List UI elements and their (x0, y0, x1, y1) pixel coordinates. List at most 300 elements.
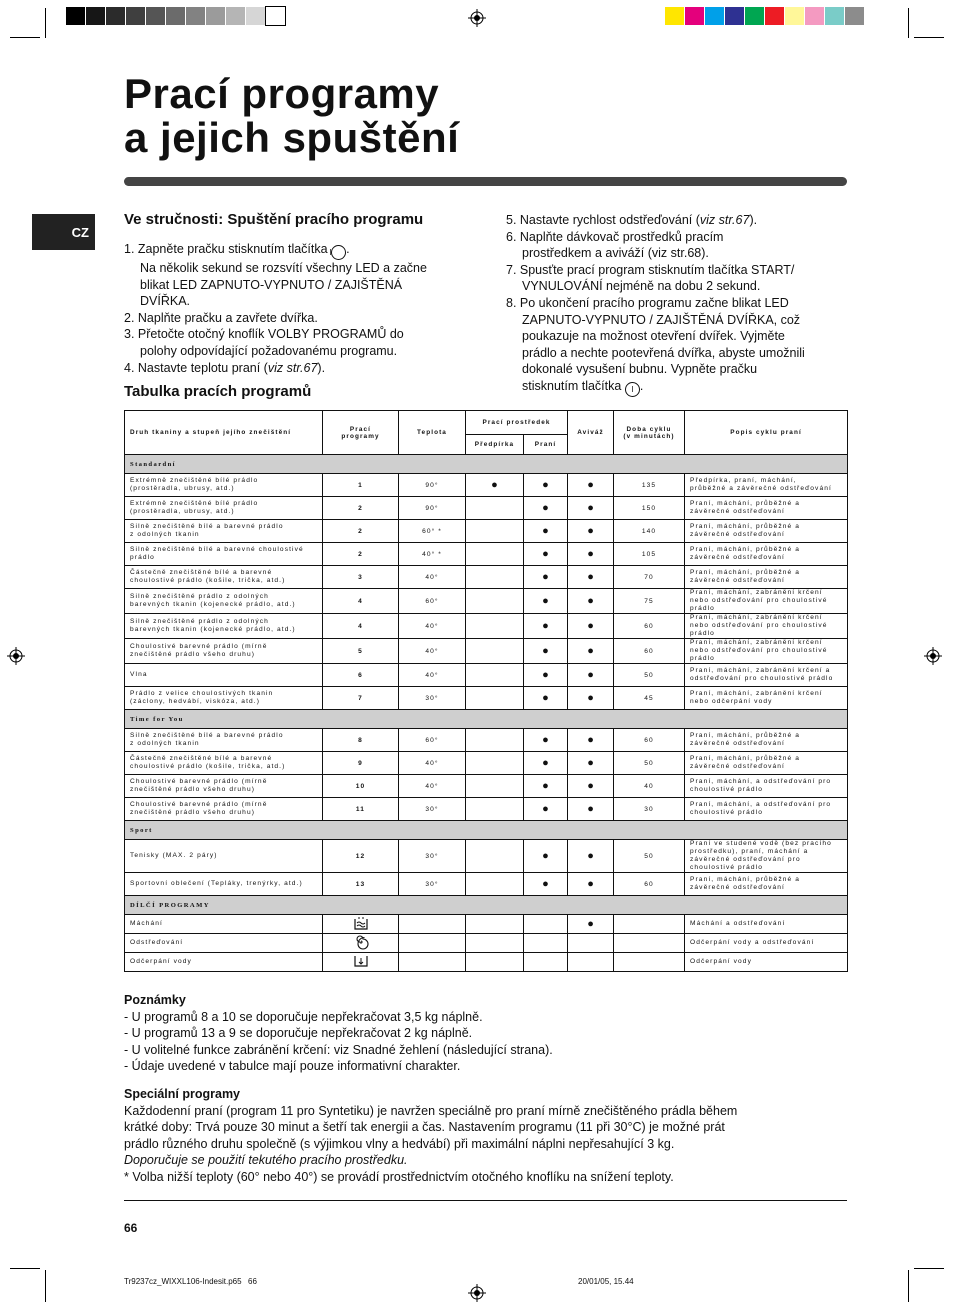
section-row (125, 455, 848, 474)
description-cell: Praní, máchání, a odstřeďování pro choulostivé prádlo (685, 775, 848, 798)
wash-cell (524, 873, 568, 896)
duration-cell: 50 (614, 840, 685, 873)
temperature-cell (399, 915, 466, 934)
program-row (125, 664, 848, 687)
softener-cell (568, 543, 614, 566)
header-duration: Doba cyklu (v minutách) (614, 411, 685, 455)
duration-cell: 60 (614, 614, 685, 639)
color-swatch (845, 7, 864, 25)
description-cell: Máchání a odstřeďování (685, 915, 848, 934)
fabric-cell: Extrémně znečištěné bílé prádlo (prostěradla, ubrusy, atd.) (125, 474, 323, 497)
description-cell: Předpírka, praní, máchání, průběžné a závěrečné odstřeďování (685, 474, 848, 497)
bullet-dot: ● (542, 645, 549, 657)
program-row (125, 915, 848, 934)
bullet-dot: ● (542, 780, 549, 792)
bullet-dot: ● (587, 548, 594, 560)
description-cell: Odčerpání vody (685, 953, 848, 972)
header-softener: Aviváž (568, 411, 614, 455)
steps-right-column (506, 212, 848, 397)
prewash-cell (466, 497, 524, 520)
prewash-cell (466, 873, 524, 896)
power-button-icon: I (625, 382, 640, 397)
bullet-dot: ● (542, 525, 549, 537)
header-program: Prací programy (323, 411, 399, 455)
temperature-cell: 40° (399, 775, 466, 798)
bullet-dot: ● (587, 620, 594, 632)
bullet-dot: ● (587, 850, 594, 862)
program-row (125, 687, 848, 710)
prewash-cell (466, 520, 524, 543)
prewash-cell (466, 798, 524, 821)
color-swatch (785, 7, 804, 25)
special-italic-note: Doporučuje se použití tekutého pracího prostředku. (124, 1153, 408, 1168)
softener-cell (568, 687, 614, 710)
softener-cell (568, 520, 614, 543)
section-row (125, 710, 848, 729)
color-swatch (146, 7, 165, 25)
bullet-dot: ● (587, 595, 594, 607)
program-row (125, 798, 848, 821)
softener-cell (568, 934, 614, 953)
wash-cell (524, 566, 568, 589)
color-swatch (266, 7, 285, 25)
bullet-dot: ● (542, 692, 549, 704)
bullet-dot: ● (542, 595, 549, 607)
registration-mark-icon (7, 647, 25, 665)
step-continuation: ZAPNUTO-VYPNUTO / ZAJIŠTĚNÁ DVÍŘKA, což (522, 312, 801, 327)
prewash-cell (466, 614, 524, 639)
step-item: 7. Spusťte prací program stisknutím tlačítka START/ (506, 262, 795, 277)
fabric-cell: Choulostivé barevné prádlo (mírně znečištěné prádlo všeho druhu) (125, 798, 323, 821)
step-item: 1. Zapněte pračku stisknutím tlačítka I . (124, 241, 474, 260)
prewash-cell (466, 664, 524, 687)
step-continuation: prostředkem a aviváží (viz str.68). (522, 246, 709, 261)
duration-cell: 60 (614, 729, 685, 752)
color-swatch (106, 7, 125, 25)
color-swatch (725, 7, 744, 25)
temperature-cell: 40° (399, 664, 466, 687)
gray-calibration-bar (66, 7, 286, 25)
wash-cell (524, 614, 568, 639)
duration-cell: 30 (614, 798, 685, 821)
description-cell: Praní, máchání, průběžné a závěrečné odstřeďování (685, 520, 848, 543)
section-title: DÍLČÍ PROGRAMY (125, 896, 848, 915)
program-row (125, 614, 848, 639)
temperature-cell: 30° (399, 873, 466, 896)
fabric-cell: Tenisky (MAX. 2 páry) (125, 840, 323, 873)
color-swatch (665, 7, 684, 25)
step-continuation: Na několik sekund se rozsvítí všechny LED a začne (140, 261, 427, 275)
bullet-dot: ● (587, 645, 594, 657)
color-swatch (226, 7, 245, 25)
bullet-dot: ● (587, 757, 594, 769)
softener-cell (568, 729, 614, 752)
description-cell: Praní, máchání, zabránění krčení nebo odčerpání vody (685, 687, 848, 710)
slug-page: 66 (248, 1277, 257, 1286)
softener-cell (568, 589, 614, 614)
special-footnote: * Volba nižší teploty (60° nebo 40°) se provádí prostřednictvím otočného knoflíku na snížení teploty. (124, 1169, 674, 1184)
program-row (125, 953, 848, 972)
program-row (125, 775, 848, 798)
fabric-cell: Silně znečištěné bílé a barevné choulostivé prádlo (125, 543, 323, 566)
note-item: - Údaje uvedené v tabulce mají pouze informativní charakter. (124, 1059, 461, 1074)
color-swatch (685, 7, 704, 25)
page-reference: viz str.67 (699, 213, 750, 227)
fabric-cell: Částečně znečištěné bílé a barevné choulostivé prádlo (košile, trička, atd.) (125, 752, 323, 775)
program-row (125, 474, 848, 497)
temperature-cell: 60° * (399, 520, 466, 543)
description-cell: Praní, máchání, průběžné a závěrečné odstřeďování (685, 543, 848, 566)
fabric-cell: Odstřeďování (125, 934, 323, 953)
program-number: 2 (323, 543, 399, 566)
bullet-dot: ● (587, 571, 594, 583)
special-text-line: prádlo různého druhu společně (s výjimkou vlny a hedvábí) při maximální náplni nepřesahující 3 kg. (124, 1136, 675, 1151)
program-number: 13 (323, 873, 399, 896)
section-title: Sport (125, 821, 848, 840)
section-row (125, 821, 848, 840)
step-continuation: prádlo a nechte pootevřená dvířka, abyste umožnili (522, 345, 805, 360)
rinse-icon (353, 926, 369, 933)
color-swatch (246, 7, 265, 25)
wash-cell (524, 953, 568, 972)
temperature-cell: 30° (399, 798, 466, 821)
program-row (125, 520, 848, 543)
section-title: Standardní (125, 455, 848, 474)
prewash-cell (466, 687, 524, 710)
color-swatch (186, 7, 205, 25)
language-tab: CZ (32, 214, 95, 250)
description-cell: Odčerpání vody a odstřeďování (685, 934, 848, 953)
wash-cell (524, 840, 568, 873)
footer-rule (124, 1200, 847, 1201)
temperature-cell: 30° (399, 687, 466, 710)
prewash-cell (466, 474, 524, 497)
fabric-cell: Prádlo z velice choulostivých tkanin (záclony, hedvábí, viskóza, atd.) (125, 687, 323, 710)
prewash-cell (466, 543, 524, 566)
softener-cell (568, 915, 614, 934)
color-swatch (825, 7, 844, 25)
temperature-cell (399, 953, 466, 972)
program-number (323, 953, 399, 972)
description-cell: Praní, máchání, průběžné a závěrečné odstřeďování (685, 752, 848, 775)
program-row (125, 543, 848, 566)
page-reference: viz str.67 (267, 360, 318, 375)
step-item: 6. Naplňte dávkovač prostředků pracím (506, 229, 724, 244)
prewash-cell (466, 915, 524, 934)
program-number (323, 915, 399, 934)
prewash-cell (466, 934, 524, 953)
description-cell: Praní, máchání, zabránění krčení nebo odstřeďování pro choulostivé prádlo (685, 589, 848, 614)
bullet-dot: ● (542, 548, 549, 560)
program-number: 12 (323, 840, 399, 873)
softener-cell (568, 614, 614, 639)
step-continuation: stisknutím tlačítka I . (506, 378, 848, 397)
step-continuation: dokonalé vysušení bubnu. Vypněte pračku (522, 362, 758, 377)
softener-cell (568, 798, 614, 821)
header-prewash: Předpírka (466, 435, 524, 455)
wash-cell (524, 729, 568, 752)
program-row (125, 840, 848, 873)
page-title: Prací programy a jejich spuštění (124, 70, 460, 161)
bullet-dot: ● (542, 803, 549, 815)
header-description: Popis cyklu praní (685, 411, 848, 455)
duration-cell (614, 953, 685, 972)
duration-cell: 40 (614, 775, 685, 798)
description-cell: Praní, máchání, zabránění krčení nebo odstřeďování pro choulostivé prádlo (685, 639, 848, 664)
fabric-cell: Máchání (125, 915, 323, 934)
bullet-dot: ● (587, 918, 594, 930)
step-item: 5. Nastavte rychlost odstřeďování (viz str.67). (506, 213, 758, 227)
wash-cell (524, 934, 568, 953)
wash-cell (524, 543, 568, 566)
bullet-dot: ● (542, 878, 549, 890)
special-heading: Speciální programy (124, 1087, 241, 1101)
softener-cell (568, 840, 614, 873)
softener-cell (568, 664, 614, 687)
fabric-cell: Částečně znečištěné bílé a barevné choulostivé prádlo (košile, trička, atd.) (125, 566, 323, 589)
temperature-cell: 60° (399, 729, 466, 752)
duration-cell: 135 (614, 474, 685, 497)
prewash-cell (466, 639, 524, 664)
notes-heading: Poznámky (124, 993, 186, 1007)
power-button-icon: I (331, 245, 346, 260)
program-number: 3 (323, 566, 399, 589)
description-cell: Praní, máchání, a odstřeďování pro choulostivé prádlo (685, 798, 848, 821)
prewash-cell (466, 589, 524, 614)
program-number: 11 (323, 798, 399, 821)
duration-cell: 105 (614, 543, 685, 566)
special-text-line: krátké doby: Trvá pouze 30 minut a šetří tak energii a čas. Nastavením programu (11 při 30°C) je možné prát (124, 1120, 725, 1135)
color-swatch (166, 7, 185, 25)
color-swatch (206, 7, 225, 25)
duration-cell: 75 (614, 589, 685, 614)
temperature-cell: 30° (399, 840, 466, 873)
program-number: 2 (323, 520, 399, 543)
softener-cell (568, 639, 614, 664)
step-continuation: polohy odpovídající požadovanému programu. (140, 343, 398, 358)
table-heading: Tabulka pracích programů (124, 383, 312, 400)
program-row (125, 752, 848, 775)
program-number: 9 (323, 752, 399, 775)
registration-mark-icon (468, 9, 486, 27)
prewash-cell (466, 840, 524, 873)
wash-cell (524, 520, 568, 543)
step-continuation: DVÍŘKA. (140, 294, 191, 309)
prewash-cell (466, 752, 524, 775)
description-cell: Praní, máchání, zabránění krčení a odstřeďování pro choulostivé prádlo (685, 664, 848, 687)
note-item: - U volitelné funkce zabránění krčení: viz Snadné žehlení (následující strana). (124, 1042, 553, 1057)
temperature-cell: 60° (399, 589, 466, 614)
color-swatch (126, 7, 145, 25)
step-continuation: VYNULOVÁNÍ nejméně na dobu 2 sekund. (522, 279, 761, 294)
description-cell: Praní ve studené vodě (bez pracího prostředku), praní, máchání a závěrečné odstřeďování pro choulostivé prádlo (685, 840, 848, 873)
softener-cell (568, 873, 614, 896)
spin-icon (353, 945, 369, 952)
wash-cell (524, 798, 568, 821)
fabric-cell: Silně znečištěné bílé a barevné prádlo z odolných tkanin (125, 520, 323, 543)
color-calibration-bar (665, 7, 865, 25)
program-number (323, 934, 399, 953)
program-row (125, 729, 848, 752)
registration-mark-icon (468, 1284, 486, 1302)
bullet-dot: ● (587, 479, 594, 491)
fabric-cell: Silně znečištěné prádlo z odolných barevných tkanin (kojenecké prádlo, atd.) (125, 614, 323, 639)
section-row (125, 896, 848, 915)
prewash-cell (466, 953, 524, 972)
wash-cell (524, 775, 568, 798)
prewash-cell (466, 775, 524, 798)
quick-start-heading: Ve stručnosti: Spuštění pracího programu (124, 211, 424, 228)
wash-cell (524, 589, 568, 614)
program-row (125, 639, 848, 664)
softener-cell (568, 775, 614, 798)
duration-cell: 60 (614, 639, 685, 664)
bullet-dot: ● (542, 734, 549, 746)
duration-cell: 45 (614, 687, 685, 710)
bullet-dot: ● (542, 669, 549, 681)
drain-icon (353, 964, 369, 971)
bullet-dot: ● (587, 692, 594, 704)
temperature-cell: 40° (399, 639, 466, 664)
bullet-dot: ● (587, 525, 594, 537)
step-item: 8. Po ukončení pracího programu začne blikat LED (506, 295, 789, 310)
description-cell: Praní, máchání, průběžné a závěrečné odstřeďování (685, 873, 848, 896)
fabric-cell: Silně znečištěné bílé a barevné prádlo z odolných tkanin (125, 729, 323, 752)
bullet-dot: ● (542, 620, 549, 632)
temperature-cell: 40° (399, 614, 466, 639)
description-cell: Praní, máchání, průběžné a závěrečné odstřeďování (685, 497, 848, 520)
color-swatch (86, 7, 105, 25)
step-item: 2. Naplňte pračku a zavřete dvířka. (124, 310, 318, 325)
step-continuation: blikat LED ZAPNUTO-VYPNUTO / ZAJIŠTĚNÁ (140, 277, 403, 292)
program-number: 4 (323, 589, 399, 614)
step-item: 3. Přetočte otočný knoflík VOLBY PROGRAMŮ do (124, 327, 404, 342)
temperature-cell: 40° (399, 752, 466, 775)
temperature-cell: 40° * (399, 543, 466, 566)
bullet-dot: ● (491, 479, 498, 491)
duration-cell: 140 (614, 520, 685, 543)
bullet-dot: ● (587, 878, 594, 890)
section-title: Time for You (125, 710, 848, 729)
color-swatch (705, 7, 724, 25)
color-swatch (805, 7, 824, 25)
bullet-dot: ● (587, 780, 594, 792)
program-row (125, 497, 848, 520)
special-programs-section (124, 1086, 847, 1186)
bullet-dot: ● (542, 850, 549, 862)
program-number: 10 (323, 775, 399, 798)
prewash-cell (466, 566, 524, 589)
wash-cell (524, 639, 568, 664)
fabric-cell: Odčerpání vody (125, 953, 323, 972)
page-number: 66 (124, 1221, 138, 1235)
program-number: 1 (323, 474, 399, 497)
program-table (124, 410, 848, 972)
bullet-dot: ● (542, 571, 549, 583)
registration-mark-icon (924, 647, 942, 665)
wash-cell (524, 687, 568, 710)
slug-date: 20/01/05, 15.44 (578, 1277, 634, 1286)
duration-cell: 50 (614, 664, 685, 687)
wash-cell (524, 915, 568, 934)
program-row (125, 566, 848, 589)
bullet-dot: ● (587, 734, 594, 746)
program-number: 8 (323, 729, 399, 752)
temperature-cell: 90° (399, 497, 466, 520)
program-row (125, 873, 848, 896)
program-number: 7 (323, 687, 399, 710)
step-item: 4. Nastavte teplotu praní (viz str.67). (124, 360, 326, 375)
fabric-cell: Extrémně znečištěné bílé prádlo (prostěradla, ubrusy, atd.) (125, 497, 323, 520)
temperature-cell (399, 934, 466, 953)
wash-cell (524, 752, 568, 775)
program-number: 4 (323, 614, 399, 639)
fabric-cell: Choulostivé barevné prádlo (mírně znečištěné prádlo všeho druhu) (125, 775, 323, 798)
softener-cell (568, 953, 614, 972)
note-item: - U programů 8 a 10 se doporučuje nepřekračovat 3,5 kg náplně. (124, 1009, 483, 1024)
duration-cell (614, 934, 685, 953)
fabric-cell: Silně znečištěné prádlo z odolných barevných tkanin (kojenecké prádlo, atd.) (125, 589, 323, 614)
slug-filename: Tr9237cz_WIXXL106-Indesit.p65 (124, 1277, 242, 1286)
color-swatch (745, 7, 764, 25)
fabric-cell: Sportovní oblečení (Tepláky, trenýrky, atd.) (125, 873, 323, 896)
duration-cell: 150 (614, 497, 685, 520)
header-detergent: Prací prostředek (466, 411, 568, 435)
description-cell: Praní, máchání, zabránění krčení nebo odstřeďování pro choulostivé prádlo (685, 614, 848, 639)
header-wash: Praní (524, 435, 568, 455)
title-rule (124, 177, 847, 186)
note-item: - U programů 13 a 9 se doporučuje nepřekračovat 2 kg náplně. (124, 1026, 473, 1041)
description-cell: Praní, máchání, průběžné a závěrečné odstřeďování (685, 566, 848, 589)
notes-section (124, 992, 847, 1075)
header-fabric: Druh tkaniny a stupeň jejího znečištění (125, 411, 323, 455)
bullet-dot: ● (587, 803, 594, 815)
description-cell: Praní, máchání, průběžné a závěrečné odstřeďování (685, 729, 848, 752)
bullet-dot: ● (542, 502, 549, 514)
fabric-cell: Vlna (125, 664, 323, 687)
temperature-cell: 40° (399, 566, 466, 589)
bullet-dot: ● (542, 757, 549, 769)
program-row (125, 934, 848, 953)
wash-cell (524, 474, 568, 497)
prewash-cell (466, 729, 524, 752)
bullet-dot: ● (587, 502, 594, 514)
duration-cell: 60 (614, 873, 685, 896)
duration-cell (614, 915, 685, 934)
fabric-cell: Choulostivé barevné prádlo (mírně znečištěné prádlo všeho druhu) (125, 639, 323, 664)
program-number: 5 (323, 639, 399, 664)
steps-left-column (124, 241, 474, 376)
color-swatch (765, 7, 784, 25)
bullet-dot: ● (542, 479, 549, 491)
duration-cell: 50 (614, 752, 685, 775)
step-continuation: poukazuje na možnost otevření dvířek. Vyjměte (522, 329, 785, 344)
softener-cell (568, 752, 614, 775)
duration-cell: 70 (614, 566, 685, 589)
wash-cell (524, 664, 568, 687)
program-number: 2 (323, 497, 399, 520)
temperature-cell: 90° (399, 474, 466, 497)
header-temperature: Teplota (399, 411, 466, 455)
wash-cell (524, 497, 568, 520)
softener-cell (568, 566, 614, 589)
bullet-dot: ● (587, 669, 594, 681)
program-row (125, 589, 848, 614)
program-number: 6 (323, 664, 399, 687)
softener-cell (568, 474, 614, 497)
special-text-line: Každodenní praní (program 11 pro Syntetiku) je navržen speciálně pro praní mírně znečištěného prádla během (124, 1103, 738, 1118)
softener-cell (568, 497, 614, 520)
